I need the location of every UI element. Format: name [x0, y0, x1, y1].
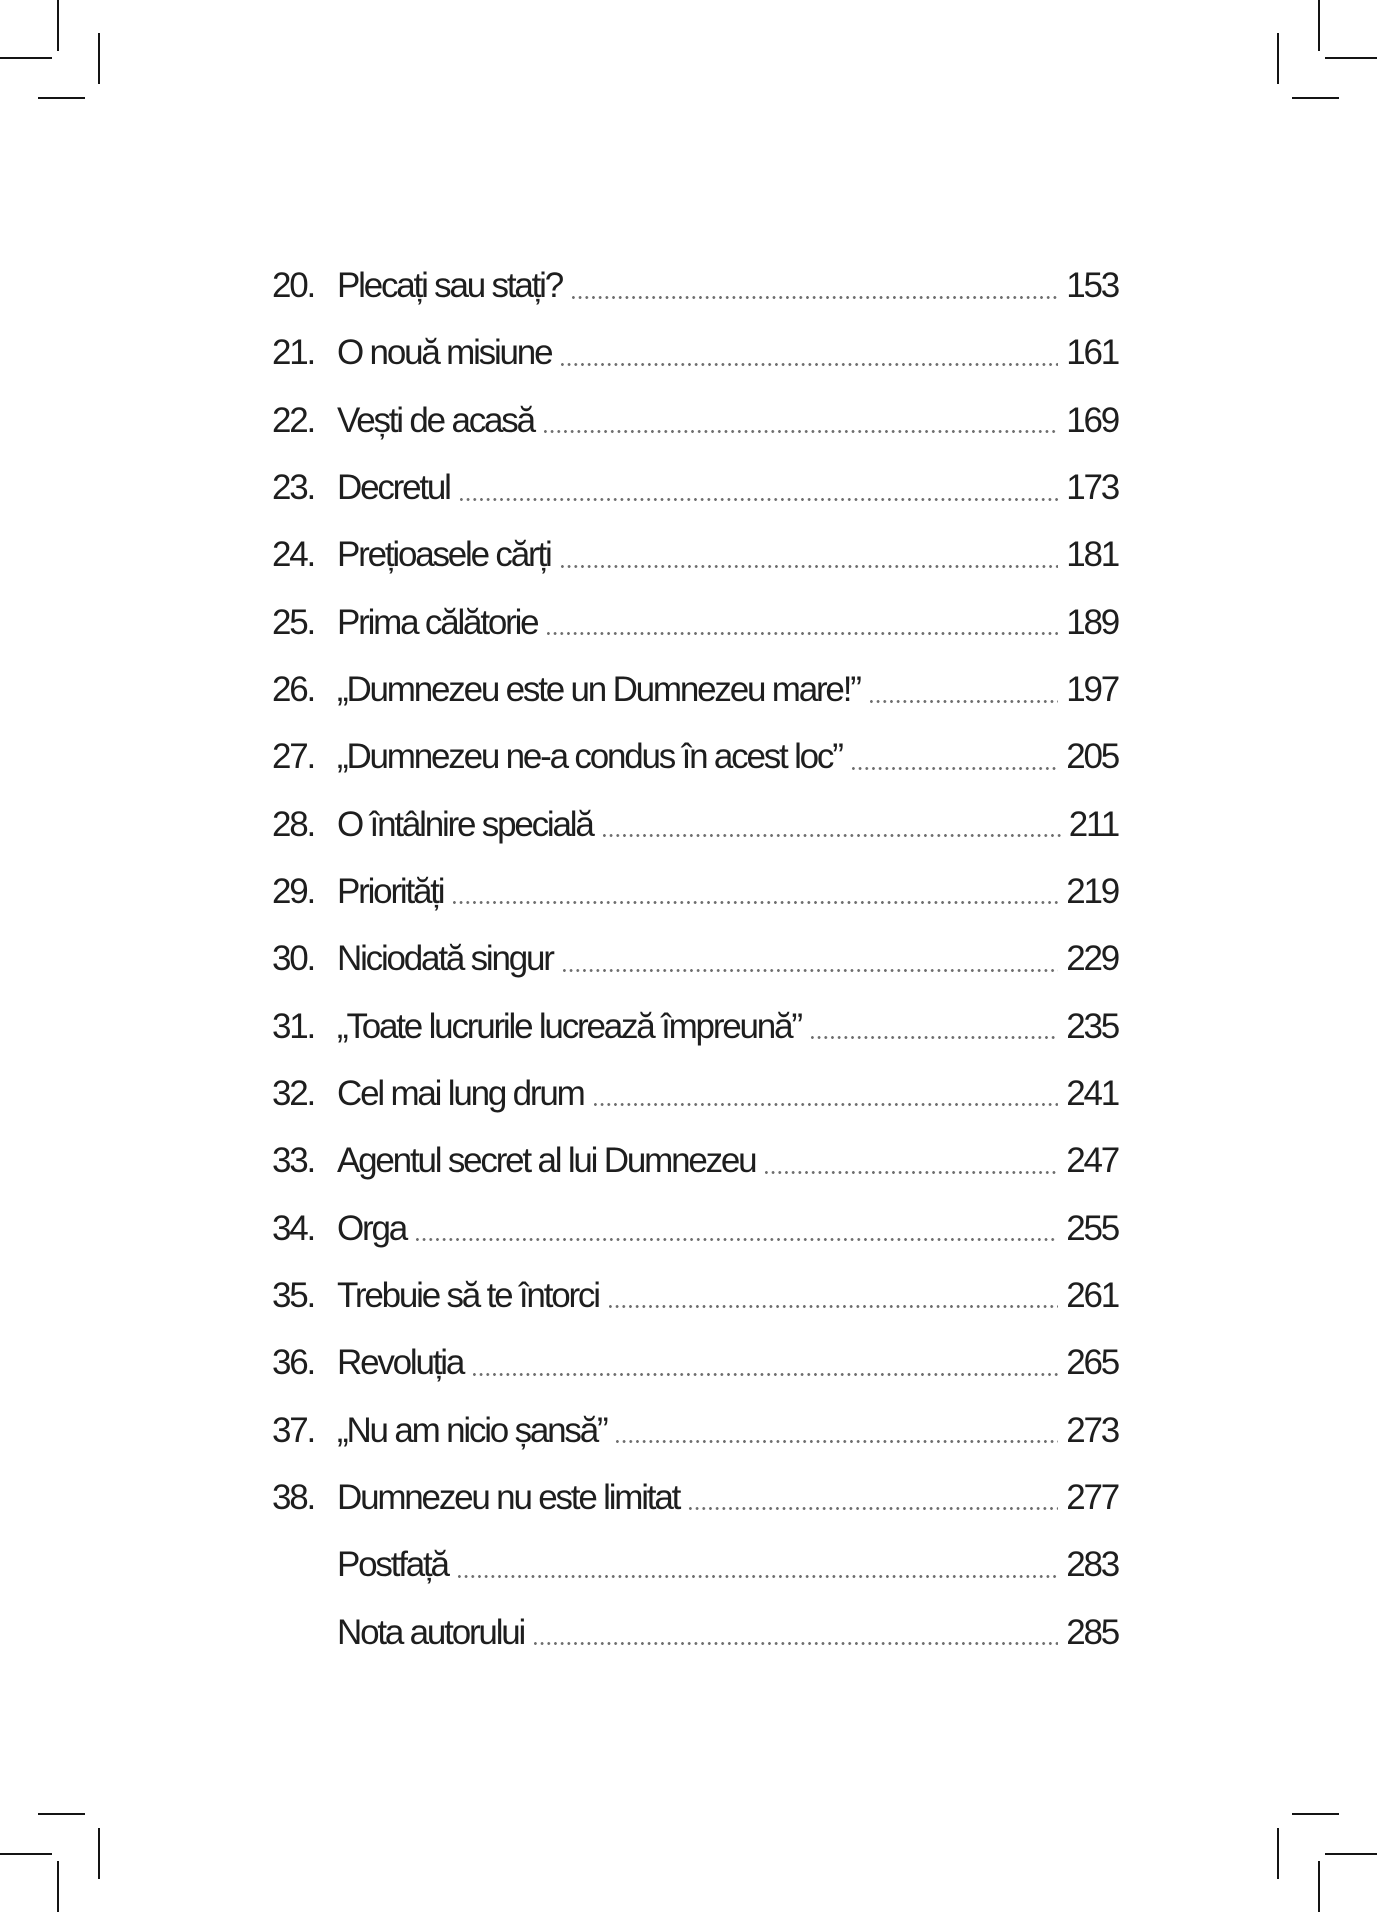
toc-entry-number: 24. — [272, 535, 315, 575]
dot-leader — [609, 1262, 1058, 1329]
toc-entry — [272, 387, 1118, 454]
crop-mark-bottom-left-vertical-inner — [98, 1828, 100, 1879]
crop-mark-bottom-right-vertical-inner — [1277, 1828, 1279, 1879]
table-of-contents — [272, 252, 1118, 1666]
dot-leader — [458, 1531, 1058, 1598]
crop-mark-bottom-right-vertical-outer — [1318, 1861, 1320, 1912]
toc-entry-title: „Dumnezeu este un Dumnezeu mare!” — [337, 669, 860, 709]
toc-entry — [272, 656, 1118, 723]
toc-entry-title: Postfață — [337, 1545, 448, 1585]
dot-leader — [460, 454, 1058, 521]
crop-mark-top-right-vertical-inner — [1277, 33, 1279, 84]
dot-leader — [547, 589, 1058, 656]
toc-entry-title: Dumnezeu nu este limitat — [337, 1477, 680, 1517]
dot-leader — [594, 1060, 1059, 1127]
toc-entry-page: 283 — [1066, 1545, 1118, 1585]
dot-leader — [572, 252, 1058, 319]
toc-entry-title: Orga — [337, 1208, 407, 1248]
toc-entry — [272, 858, 1118, 925]
toc-entry-title: Cel mai lung drum — [337, 1073, 584, 1113]
toc-entry-page: 181 — [1066, 535, 1118, 575]
toc-entry — [272, 1127, 1118, 1194]
dot-leader — [473, 1329, 1058, 1396]
crop-mark-top-right-horizontal-inner — [1292, 97, 1339, 99]
toc-entry — [272, 1531, 1118, 1598]
dot-leader — [811, 993, 1058, 1060]
toc-entry — [272, 993, 1118, 1060]
crop-mark-bottom-left-vertical-outer — [57, 1861, 59, 1912]
crop-mark-bottom-right-horizontal-outer — [1325, 1853, 1377, 1855]
toc-entry-title: Prețioasele cărți — [337, 535, 551, 575]
toc-entry-title: Priorități — [337, 871, 444, 911]
toc-entry-number: 29. — [272, 871, 315, 911]
toc-entry-number: 31. — [272, 1006, 315, 1046]
toc-entry-number: 30. — [272, 939, 315, 979]
dot-leader — [544, 387, 1058, 454]
toc-entry-number: 28. — [272, 804, 315, 844]
dot-leader — [689, 1464, 1058, 1531]
toc-entry-number: 20. — [272, 266, 315, 305]
toc-entry — [272, 1195, 1118, 1262]
toc-entry — [272, 1599, 1118, 1666]
toc-entry-title: „Nu am nicio șansă” — [337, 1410, 607, 1450]
dot-leader — [561, 319, 1058, 386]
toc-entry-page: 211 — [1068, 804, 1118, 844]
toc-entry-page: 235 — [1066, 1006, 1118, 1046]
toc-entry — [272, 1262, 1118, 1329]
dot-leader — [561, 521, 1059, 588]
toc-entry-page: 265 — [1066, 1343, 1118, 1383]
dot-leader — [616, 1397, 1058, 1464]
toc-entry — [272, 589, 1118, 656]
toc-entry-title: O nouă misiune — [337, 333, 552, 373]
toc-entry — [272, 1397, 1118, 1464]
toc-entry — [272, 521, 1118, 588]
toc-entry-page: 169 — [1066, 400, 1118, 440]
toc-entry-number: 34. — [272, 1208, 315, 1248]
crop-mark-bottom-right-horizontal-inner — [1292, 1813, 1339, 1815]
toc-entry-page: 241 — [1066, 1073, 1118, 1113]
toc-entry-title: Niciodată singur — [337, 939, 553, 979]
toc-entry-page: 205 — [1066, 737, 1118, 777]
toc-entry-title: Nota autorului — [337, 1612, 525, 1652]
toc-entry-title: Decretul — [337, 467, 450, 507]
toc-entry-number: 27. — [272, 737, 315, 777]
toc-entry-page: 161 — [1066, 333, 1118, 373]
crop-mark-bottom-left-horizontal-inner — [38, 1813, 85, 1815]
toc-entry-title: „Toate lucrurile lucrează împreună” — [337, 1006, 801, 1046]
toc-entry-number: 25. — [272, 602, 315, 642]
toc-entry-page: 153 — [1066, 266, 1118, 305]
toc-entry-title: O întâlnire specială — [337, 804, 593, 844]
toc-entry-number: 32. — [272, 1073, 315, 1113]
toc-entry-title: Trebuie să te întorci — [337, 1275, 599, 1315]
toc-entry-title: „Dumnezeu ne-a condus în acest loc” — [337, 737, 842, 777]
crop-mark-top-right-horizontal-outer — [1325, 57, 1377, 59]
toc-entry-page: 255 — [1066, 1208, 1118, 1248]
toc-entry-title: Agentul secret al lui Dumnezeu — [337, 1141, 756, 1181]
toc-entry — [272, 252, 1118, 319]
toc-entry-number: 23. — [272, 467, 315, 507]
toc-entry-number: 38. — [272, 1477, 315, 1517]
crop-mark-bottom-left-horizontal-outer — [0, 1853, 52, 1855]
crop-mark-top-left-horizontal-outer — [0, 57, 52, 59]
toc-entry-number: 26. — [272, 669, 315, 709]
dot-leader — [453, 858, 1058, 925]
toc-entry-page: 247 — [1066, 1141, 1118, 1181]
toc-entry-page: 189 — [1066, 602, 1118, 642]
toc-entry-number: 22. — [272, 400, 315, 440]
toc-entry-number: 35. — [272, 1275, 315, 1315]
toc-entry — [272, 1329, 1118, 1396]
toc-entry-title: Revoluția — [337, 1343, 464, 1383]
toc-entry — [272, 791, 1118, 858]
toc-entry-page: 229 — [1066, 939, 1118, 979]
toc-entry-title: Vești de acasă — [337, 400, 534, 440]
crop-mark-top-left-vertical-outer — [57, 0, 59, 51]
toc-entry-page: 273 — [1066, 1410, 1118, 1450]
crop-mark-top-right-vertical-outer — [1318, 0, 1320, 51]
toc-entry-number: 21. — [272, 333, 315, 373]
dot-leader — [563, 925, 1058, 992]
toc-entry-title: Prima călătorie — [337, 602, 538, 642]
toc-entry-page: 277 — [1066, 1477, 1118, 1517]
dot-leader — [765, 1127, 1058, 1194]
toc-entry — [272, 454, 1118, 521]
toc-entry-page: 285 — [1066, 1612, 1118, 1652]
toc-entry-number: 37. — [272, 1410, 315, 1450]
dot-leader — [534, 1599, 1058, 1666]
toc-entry-page: 173 — [1066, 467, 1118, 507]
toc-entry-page: 197 — [1066, 669, 1118, 709]
toc-entry — [272, 1464, 1118, 1531]
dot-leader — [870, 656, 1059, 723]
dot-leader — [852, 723, 1059, 790]
toc-entry — [272, 925, 1118, 992]
crop-mark-top-left-vertical-inner — [98, 33, 100, 84]
toc-entry-page: 219 — [1066, 871, 1118, 911]
toc-entry-page: 261 — [1066, 1275, 1118, 1315]
toc-entry-number: 36. — [272, 1343, 315, 1383]
toc-entry — [272, 319, 1118, 386]
toc-entry — [272, 1060, 1118, 1127]
toc-entry-title: Plecați sau stați? — [337, 266, 562, 305]
crop-mark-top-left-horizontal-inner — [38, 97, 85, 99]
dot-leader — [416, 1195, 1058, 1262]
toc-entry-number: 33. — [272, 1141, 315, 1181]
toc-entry — [272, 723, 1118, 790]
dot-leader — [603, 791, 1061, 858]
